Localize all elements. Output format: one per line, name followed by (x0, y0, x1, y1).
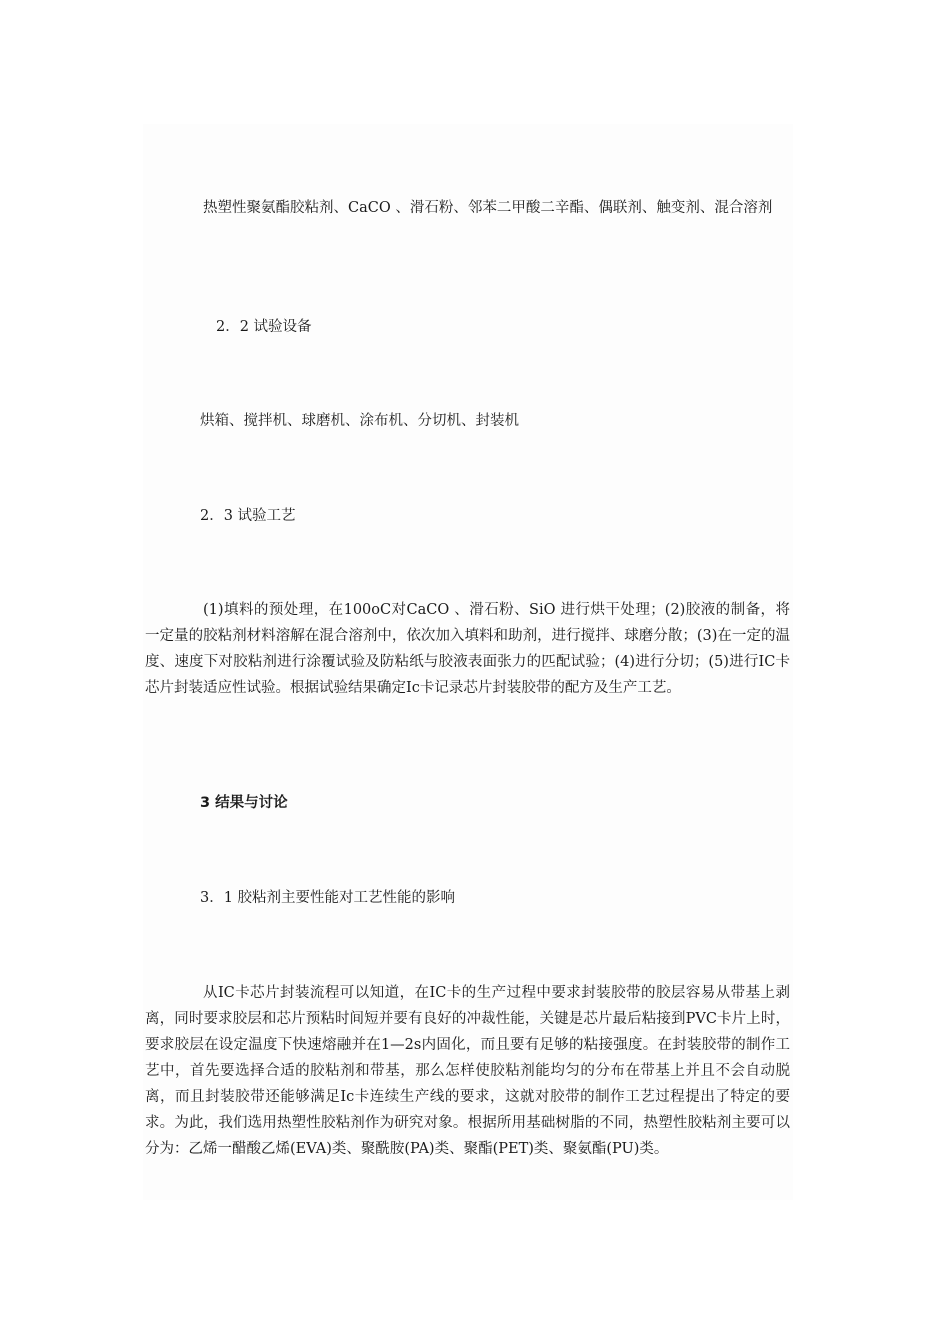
section-2-2-heading: 2．2 试验设备 (216, 319, 312, 335)
section-3-1-heading: 3．1 胶粘剂主要性能对工艺性能的影响 (200, 890, 456, 906)
equipment-paragraph: 烘箱、搅拌机、球磨机、涂布机、分切机、封装机 (200, 413, 519, 429)
discussion-paragraph: 从IC卡芯片封装流程可以知道，在IC卡的生产过程中要求封装胶带的胶层容易从带基上剥离，同时要求胶层和芯片预粘时间短并要有良好的冲裁性能，关键是芯片最后粘接到PVC卡片上时，要求胶层在设定温度下快速熔融并在1—2s内固化，而且要有足够的粘接强度。在封装胶带的制作工艺中，首先要选择合适的胶粘剂和带基，那么怎样使胶粘剂能均匀的分布在带基上并且不会自动脱离，而且封装胶带还能够满足Ic卡连续生产线的要求，这就对胶带的制作工艺过程提出了特定的要求。为此，我们选用热塑性胶粘剂作为研究对象。根据所用基础树脂的不同，热塑性胶粘剂主要可以分为：乙烯一醋酸乙烯(EVA)类、聚酰胺(PA)类、聚酯(PET)类、聚氨酯(PU)类。 (145, 985, 790, 1157)
section-2-3-heading: 2．3 试验工艺 (200, 508, 296, 524)
materials-paragraph: 热塑性聚氨酯胶粘剂、CaCO 、滑石粉、邻苯二甲酸二辛酯、偶联剂、触变剂、混合溶剂 (203, 200, 773, 216)
process-paragraph: (1)填料的预处理，在100oC对CaCO 、滑石粉、SiO 进行烘干处理；(2)胶液的制备，将一定量的胶粘剂材料溶解在混合溶剂中，依次加入填料和助剂，进行搅拌、球磨分散；(3)在一定的温度、速度下对胶粘剂进行涂覆试验及防粘纸与胶液表面张力的匹配试验；(4)进行分切；(5)进行IC卡芯片封装适应性试验。根据试验结果确定Ic卡记录芯片封装胶带的配方及生产工艺。 (145, 602, 790, 696)
section-3-heading: 3 结果与讨论 (200, 795, 288, 811)
